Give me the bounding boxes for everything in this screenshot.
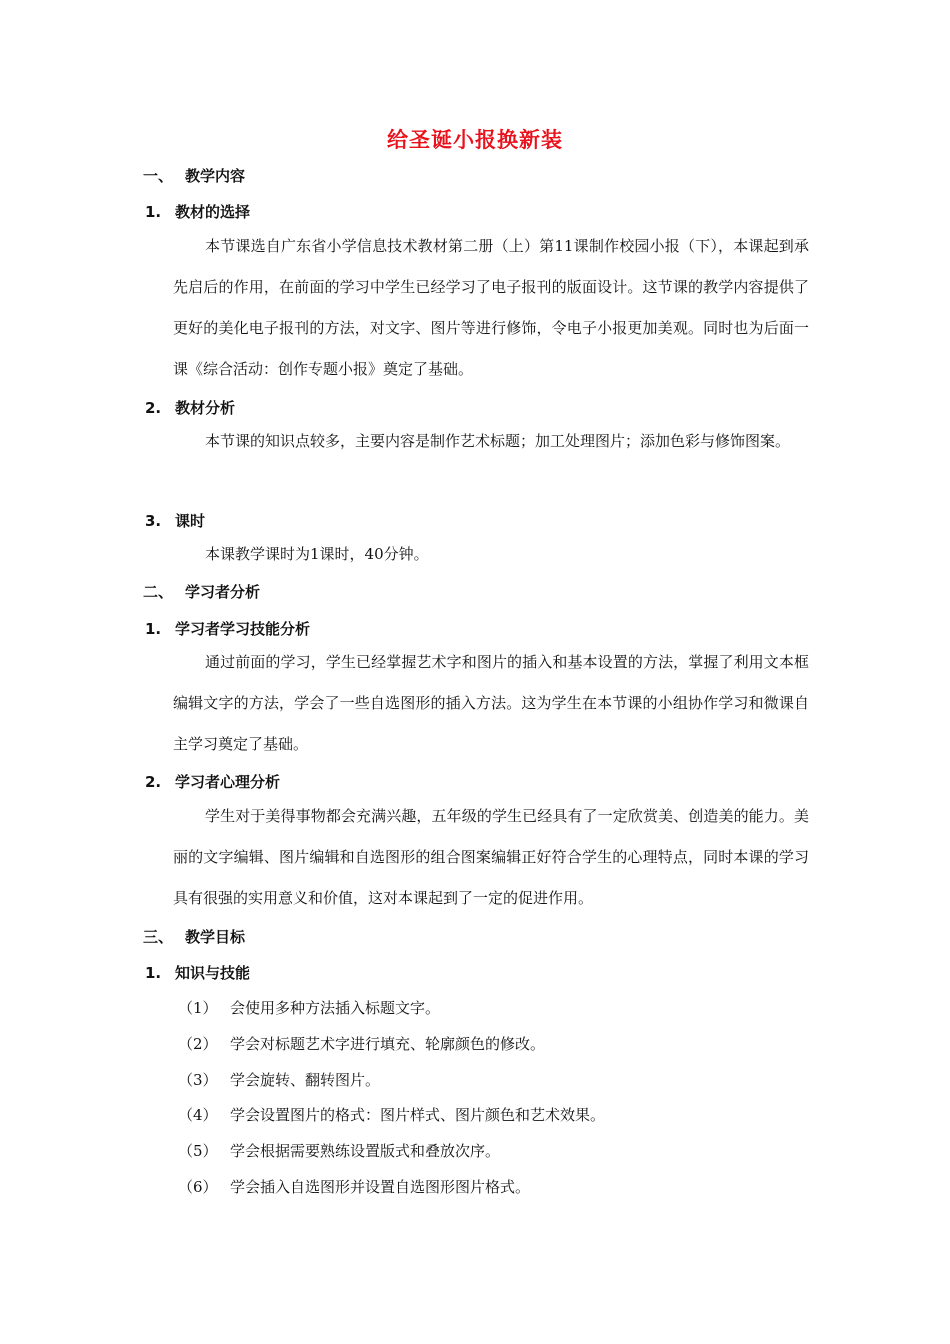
list-item-number: （4） — [178, 1106, 218, 1124]
subsection-number: 1. — [145, 203, 162, 221]
list-item — [178, 997, 440, 1018]
subsection-number: 2. — [145, 399, 162, 417]
list-item-number: （1） — [178, 999, 218, 1017]
section-number: 一、 — [143, 167, 174, 185]
list-item-number: （2） — [178, 1035, 218, 1053]
list-item — [178, 1176, 530, 1197]
section-label: 学习者分析 — [185, 583, 261, 601]
paragraph-learner-psychology: 学生对于美得事物都会充满兴趣，五年级的学生已经具有了一定欣赏美、创造美的能力。美丽的文字编辑、图片编辑和自选图形的组合图案编辑正好符合学生的心理特点，同时本课的学习具有很强的实用意义和价值，这对本课起到了一定的促进作用。 — [173, 807, 809, 907]
subsection-number: 1. — [145, 964, 162, 982]
subsection-label: 教材的选择 — [175, 203, 251, 221]
paragraph-textbook-analysis: 本节课的知识点较多，主要内容是制作艺术标题；加工处理图片；添加色彩与修饰图案。 — [205, 432, 791, 450]
section-heading-2 — [143, 581, 260, 602]
list-item-number: （6） — [178, 1178, 218, 1196]
subsection-label: 教材分析 — [175, 399, 236, 417]
section-label: 教学目标 — [185, 928, 246, 946]
list-item-text: 学会旋转、翻转图片。 — [230, 1071, 381, 1089]
section-number: 二、 — [143, 583, 174, 601]
subsection-heading-1-3 — [145, 510, 205, 531]
subsection-label: 课时 — [175, 512, 206, 530]
section-label: 教学内容 — [185, 167, 246, 185]
list-item-text: 会使用多种方法插入标题文字。 — [230, 999, 441, 1017]
section-heading-1 — [143, 165, 245, 186]
list-item-text: 学会根据需要熟练设置版式和叠放次序。 — [230, 1142, 501, 1160]
subsection-heading-2-2 — [145, 771, 280, 792]
subsection-label: 知识与技能 — [175, 964, 251, 982]
list-item-text: 学会对标题艺术字进行填充、轮廓颜色的修改。 — [230, 1035, 546, 1053]
list-item-text: 学会设置图片的格式：图片样式、图片颜色和艺术效果。 — [230, 1106, 606, 1124]
list-item-text: 学会插入自选图形并设置自选图形图片格式。 — [230, 1178, 531, 1196]
subsection-heading-3-1 — [145, 962, 250, 983]
subsection-heading-1-1 — [145, 201, 250, 222]
paragraph-learner-skills: 通过前面的学习，学生已经掌握艺术字和图片的插入和基本设置的方法，掌握了利用文本框编辑文字的方法，学会了一些自选图形的插入方法。这为学生在本节课的小组协作学习和微课自主学习奠定了基础。 — [173, 653, 809, 753]
subsection-label: 学习者心理分析 — [175, 773, 281, 791]
list-item — [178, 1140, 500, 1161]
subsection-heading-2-1 — [145, 618, 310, 639]
section-heading-3 — [143, 926, 245, 947]
list-item-number: （3） — [178, 1071, 218, 1089]
list-item-number: （5） — [178, 1142, 218, 1160]
document-title: 给圣诞小报换新装 — [387, 128, 563, 152]
subsection-label: 学习者学习技能分析 — [175, 620, 311, 638]
list-item — [178, 1104, 605, 1125]
section-number: 三、 — [143, 928, 174, 946]
subsection-number: 2. — [145, 773, 162, 791]
list-item — [178, 1033, 545, 1054]
subsection-number: 3. — [145, 512, 162, 530]
paragraph-class-hours: 本课教学课时为1课时，40分钟。 — [205, 545, 429, 563]
paragraph-textbook-selection: 本节课选自广东省小学信息技术教材第二册（上）第11课制作校园小报（下），本课起到承先启后的作用，在前面的学习中学生已经学习了电子报刊的版面设计。这节课的教学内容提供了更好的美化电子报刊的方法，对文字、图片等进行修饰，令电子小报更加美观。同时也为后面一课《综合活动：创作专题小报》奠定了基础。 — [173, 237, 809, 378]
subsection-number: 1. — [145, 620, 162, 638]
subsection-heading-1-2 — [145, 397, 235, 418]
list-item — [178, 1069, 380, 1090]
